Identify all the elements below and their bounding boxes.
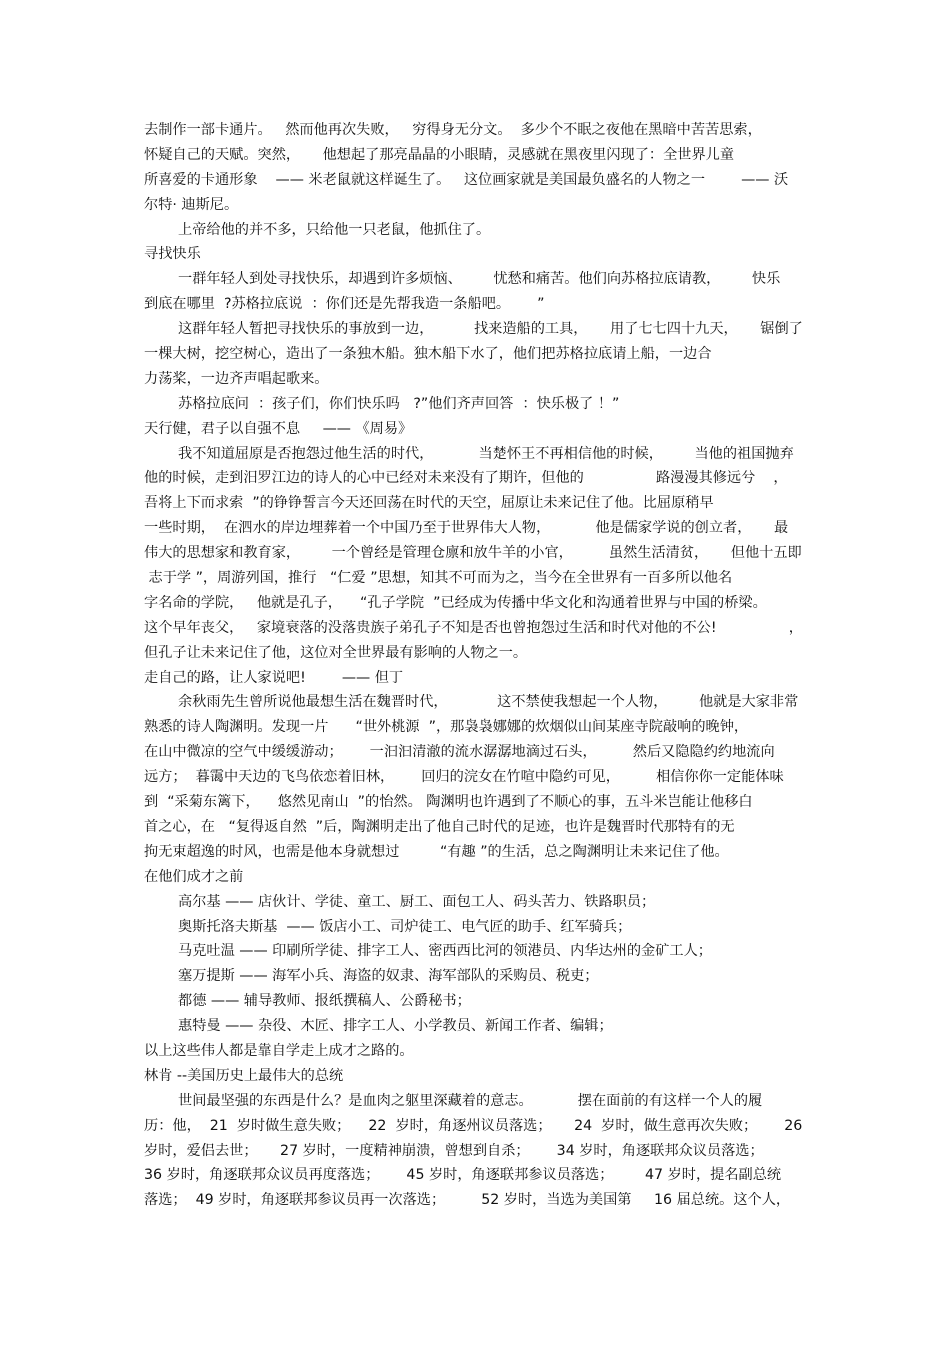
text-line: 以上这些伟人都是靠自学走上成才之路的。 [144,1042,414,1059]
text-line: 志于学 ”，周游列国，推行 “仁爱 ”思想，知其不可而为之，当今在全世界有一百多所以他名 [144,570,733,587]
text-line: 字名命的学院， 他就是孔子， “孔子学院 ”已经成为传播中华文化和沟通着世界与中国的桥梁。 [144,594,767,611]
text-line: 熟悉的诗人陶渊明。发现一片 “世外桃源 ”，那袅袅娜娜的炊烟似山间某座寺院敲响的晚钟， [144,719,749,736]
text-line: 吾将上下而求索 ”的铮铮誓言今天还回荡在时代的天空，屈原让未来记住了他。比屈原稍早 [144,495,714,512]
text-line: 所喜爱的卡通形象 —— 米老鼠就这样诞生了。 这位画家就是美国最负盛名的人物之一 —— 沃 [144,171,789,188]
list-item: 都德 —— 辅导教师、报纸撰稿人、公爵秘书； [178,993,471,1010]
text-line: 一棵大树，挖空树心，造出了一条独木船。独木船下水了，他们把苏格拉底请上船，一边合 [144,346,712,363]
text-line: 36 岁时，角逐联邦众议员再度落选； 45 岁时，角逐联邦参议员落选； 47 岁时，提名副总统 [144,1167,782,1184]
document-body [144,118,809,1213]
text-line: 远方； 暮霭中天边的飞鸟依恋着旧林， 回归的浣女在竹喧中隐约可见， 相信你你一定能体味 [144,769,784,786]
text-line: 在山中微凉的空气中缓缓游动； 一汩汩清澈的流水潺潺地滴过石头， 然后又隐隐约约地流向 [144,744,775,761]
text-line: 历：他， 21 岁时做生意失败； 22 岁时，角逐州议员落选； 24 岁时，做生意再次失败； 26 [144,1117,803,1134]
text-line: 一群年轻人到处寻找快乐，却遇到许多烦恼、 忧愁和痛苦。他们向苏格拉底请教， 快乐 [178,271,781,288]
text-line: 拘无束超逸的时风，也需是他本身就想过 “有趣 ”的生活，总之陶渊明让未来记住了他。 [144,843,729,860]
list-item: 马克吐温 —— 印刷所学徒、排字工人、密西西比河的领港员、内华达州的金矿工人； [178,943,712,960]
section-heading: 走自己的路，让人家说吧! —— 但丁 [144,669,404,686]
text-line: 去制作一部卡通片。 然而他再次失败， 穷得身无分文。 多少个不眠之夜他在黑暗中苦苦思索， [144,122,762,138]
text-line: 这个早年丧父， 家境衰落的没落贵族子弟孔子不知是否也曾抱怨过生活和时代对他的不公! ， [144,619,803,636]
text-line: 到 “采菊东篱下， 悠然见南山 ”的怡然。 陶渊明也许遇到了不顺心的事，五斗米岂能让他移白 [144,794,753,811]
text-line: 这群年轻人暂把寻找快乐的事放到一边， 找来造船的工具， 用了七七四十九天， 锯倒了 [178,321,803,338]
text-line: 落选； 49 岁时，角逐联邦参议员再一次落选； 52 岁时，当选为美国第 16 届总统。这个人， [144,1192,791,1209]
text-line: 怀疑自己的天赋。突然， 他想起了那亮晶晶的小眼睛，灵感就在黑夜里闪现了：全世界儿童 [144,146,735,163]
text-line: 上帝给他的并不多，只给他一只老鼠，他抓住了。 [178,221,491,238]
text-line: 伟大的思想家和教育家， 一个曾经是管理仓廪和放牛羊的小官， 虽然生活清贫， 但他十五即 [144,545,802,562]
text-line: 到底在哪里 ?苏格拉底说 ：你们还是先帮我造一条船吧。 ” [144,296,545,313]
text-line: 岁时，爱侣去世； 27 岁时，一度精神崩溃，曾想到自杀； 34 岁时，角逐联邦众议员落选； [144,1142,764,1159]
text-line: 世间最坚强的东西是什么？是血肉之躯里深藏着的意志。 摆在面前的有这样一个人的履 [178,1092,763,1109]
text-line: 但孔子让未来记住了他，这位对全世界最有影响的人物之一。 [144,644,528,661]
list-item: 惠特曼 —— 杂役、木匠、排字工人、小学教员、新闻工作者、编辑； [178,1018,613,1035]
text-line: 我不知道屈原是否抱怨过他生活的时代， 当楚怀王不再相信他的时候， 当他的祖国抛弃 [178,445,794,462]
list-item: 奥斯托洛夫斯基 —— 饭店小工、司炉徒工、电气匠的助手、红军骑兵； [178,918,632,935]
text-line: 首之心，在 “复得返自然 ”后，陶渊明走出了他自己时代的足迹，也许是魏晋时代那特有的无 [144,818,735,835]
list-item: 高尔基 —— 店伙计、学徒、童工、厨工、面包工人、码头苦力、铁路职员； [178,893,656,910]
section-heading: 在他们成才之前 [144,868,244,885]
text-line: 力荡桨，一边齐声唱起歌来。 [144,370,329,387]
section-heading: 林肯 --美国历史上最伟大的总统 [144,1067,344,1084]
section-heading: 寻找快乐 [144,246,201,263]
text-line: 他的时候，走到汨罗江边的诗人的心中已经对未来没有了期许，但他的 路漫漫其修远兮 ， [144,470,788,487]
text-line: 尔特· 迪斯尼。 [144,196,239,213]
text-line: 苏格拉底问 ：孩子们，你们快乐吗 ?”他们齐声回答 ：快乐极了 ！” [178,395,620,412]
section-heading: 天行健，君子以自强不息 —— 《周易》 [144,420,413,437]
text-line: 一些时期， 在泗水的岸边埋葬着一个中国乃至于世界伟大人物， 他是儒家学说的创立者， 最 [144,520,789,537]
text-line: 余秋雨先生曾所说他最想生活在魏晋时代， 这不禁使我想起一个人物， 他就是大家非常 [178,694,799,711]
list-item: 塞万提斯 —— 海军小兵、海盗的奴隶、海军部队的采购员、税吏； [178,968,599,985]
